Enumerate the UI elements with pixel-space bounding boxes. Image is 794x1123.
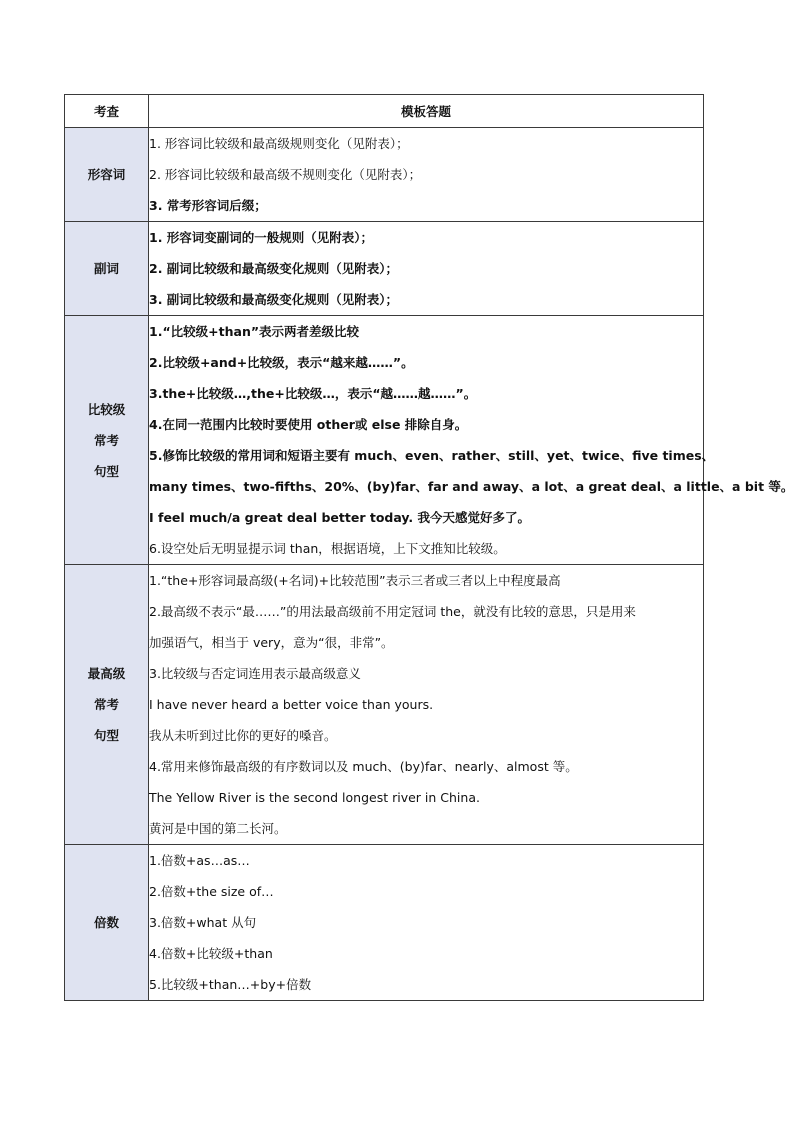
content-line: 4.在同一范围内比较时要使用 other或 else 排除自身。 xyxy=(149,417,468,432)
table-row-multiples xyxy=(65,845,704,1001)
content-line: 4.倍数+比较级+than xyxy=(149,946,273,961)
category-cell xyxy=(65,222,149,316)
category-label: 比较级 xyxy=(87,401,126,417)
content-line: 我从未听到过比你的更好的嗓音。 xyxy=(149,728,337,743)
table-header-row xyxy=(65,95,704,128)
content-line: 5.比较级+than…+by+倍数 xyxy=(149,977,312,992)
content-line: 4.常用来修饰最高级的有序数词以及 much、(by)far、nearly、almost 等。 xyxy=(149,759,578,774)
header-template: 模板答题 xyxy=(149,95,704,128)
category-label: 形容词 xyxy=(87,167,126,182)
category-cell xyxy=(65,316,149,565)
content-line: 3. 副词比较级和最高级变化规则（见附表）； xyxy=(149,292,399,307)
content-line: The Yellow River is the second longest river in China. xyxy=(149,790,480,805)
content-cell xyxy=(149,845,704,1001)
category-label: 最高级 xyxy=(87,666,126,681)
content-line: 5.修饰比较级的常用词和短语主要有 much、even、rather、still、yet、twice、five times、 xyxy=(149,448,715,463)
category-label: 句型 xyxy=(93,728,119,743)
table-row-adjective xyxy=(65,128,704,222)
content-line: 3.倍数+what 从句 xyxy=(149,915,257,930)
category-label: 句型 xyxy=(93,463,119,479)
content-line: 2.比较级+and+比较级，表示“越来越……”。 xyxy=(149,355,414,370)
content-line: 2. 副词比较级和最高级变化规则（见附表）； xyxy=(149,261,399,276)
content-cell xyxy=(149,565,704,845)
content-line: 1. 形容词比较级和最高级规则变化（见附表）； xyxy=(149,136,409,151)
category-label: 倍数 xyxy=(93,915,119,930)
table-row-adverb xyxy=(65,222,704,316)
category-cell xyxy=(65,128,149,222)
category-label: 常考 xyxy=(93,432,119,448)
content-line: 2.倍数+the size of… xyxy=(149,884,274,899)
header-topic: 考查 xyxy=(65,95,149,128)
content-line: many times、two-fifths、20%、(by)far、far and away、a lot、a great deal、a little、a bit 等。 xyxy=(149,479,794,494)
category-label: 常考 xyxy=(93,697,119,712)
content-line: 1. 形容词变副词的一般规则（见附表）； xyxy=(149,230,374,245)
content-line: I have never heard a better voice than yours. xyxy=(149,697,434,712)
grammar-template-table xyxy=(64,94,794,1001)
table-body xyxy=(65,128,794,1001)
content-cell xyxy=(149,128,704,222)
content-line: 黄河是中国的第二长河。 xyxy=(149,821,287,836)
content-line: 2. 形容词比较级和最高级不规则变化（见附表）； xyxy=(149,167,422,182)
content-line: 3.比较级与否定词连用表示最高级意义 xyxy=(149,666,361,681)
content-line: 1.“the+形容词最高级(+名词)+比较范围”表示三者或三者以上中程度最高 xyxy=(149,573,561,588)
content-line: I feel much/a great deal better today. 我今天感觉好多了。 xyxy=(149,510,531,525)
content-line: 6.设空处后无明显提示词 than，根据语境，上下文推知比较级。 xyxy=(149,541,506,556)
content-cell xyxy=(149,222,704,316)
content-line: 1.倍数+as…as… xyxy=(149,853,250,868)
category-cell xyxy=(65,565,149,845)
category-label: 副词 xyxy=(93,261,119,276)
category-cell xyxy=(65,845,149,1001)
content-line: 1.“比较级+than”表示两者差级比较 xyxy=(149,324,360,339)
table-row-superlative xyxy=(65,565,704,845)
content-cell xyxy=(149,316,794,565)
table-row-comparative xyxy=(65,316,704,565)
content-line: 3. 常考形容词后缀； xyxy=(149,198,267,213)
content-line: 加强语气，相当于 very，意为“很，非常”。 xyxy=(149,635,394,650)
content-line: 2.最高级不表示“最……”的用法最高级前不用定冠词 the，就没有比较的意思，只是用来 xyxy=(149,604,636,619)
content-line: 3.the+比较级…,the+比较级…，表示“越……越……”。 xyxy=(149,386,477,401)
